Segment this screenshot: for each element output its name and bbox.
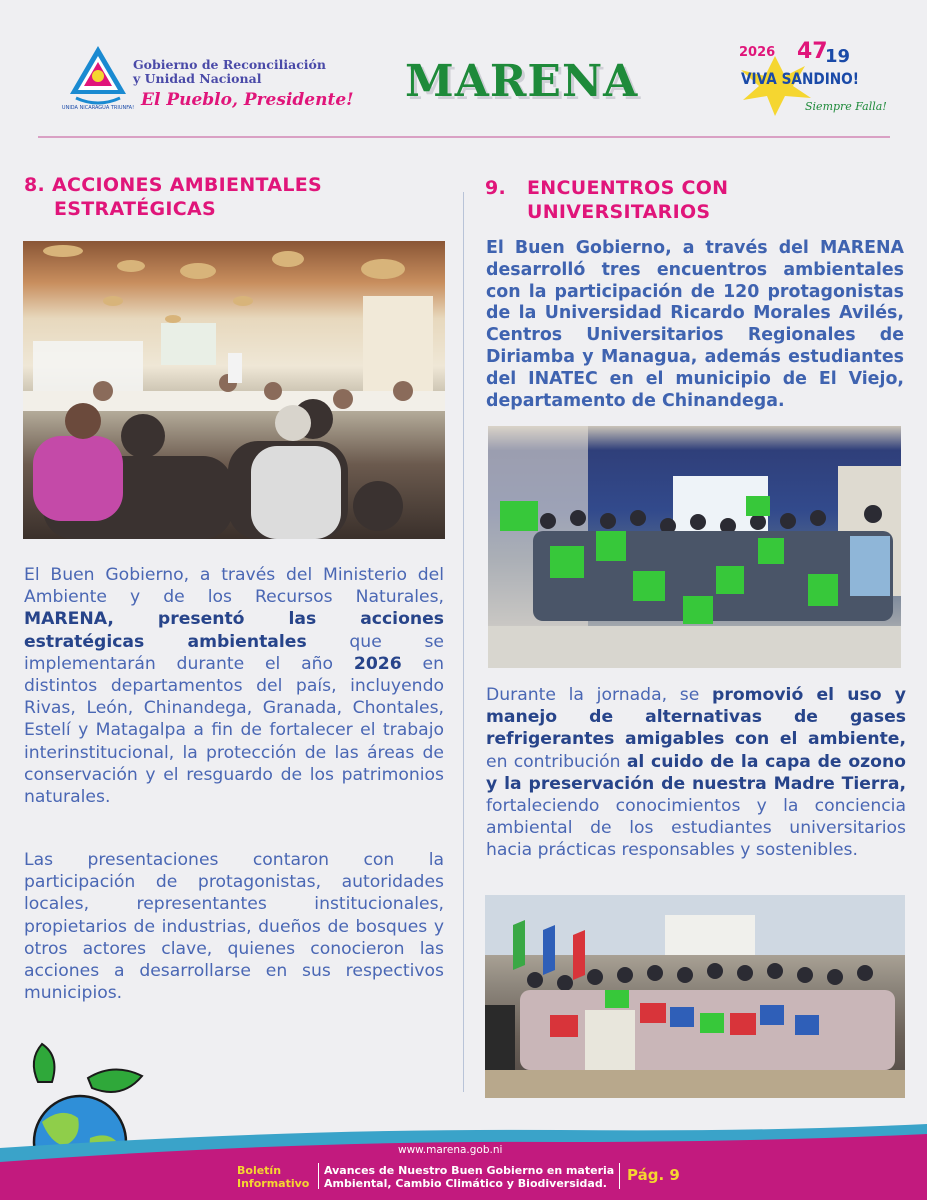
section-8-title-line2: ESTRATÉGICAS (54, 198, 217, 220)
section-9-title-line2: UNIVERSITARIOS (527, 201, 711, 223)
section-9-number: 9. (485, 177, 507, 199)
section-8-title-line1: ACCIONES AMBIENTALES (52, 174, 322, 196)
page-number: Pág. 9 (627, 1166, 680, 1184)
header-divider (38, 136, 890, 138)
meeting-photo-illustration (23, 241, 445, 539)
svg-text:VIVA SANDINO!: VIVA SANDINO! (741, 69, 859, 88)
section-8-p1-bold-1: MARENA, presentó las acciones estratégicas ambientales (24, 609, 444, 652)
section-9-intro-paragraph: El Buen Gobierno, a través del MARENA desarrolló tres encuentros ambientales con la participación de 120 protagonistas de la Universidad Ricardo Morales Avilés, Centros Universitarios Regionales de Diriamba y Managua, además estudiantes del INATEC en el municipio de El Viejo, departamento de Chinandega. (486, 238, 904, 411)
footer-label-line2: Informativo (237, 1177, 310, 1190)
viva-sandino-logo-icon (735, 36, 887, 120)
svg-text:UNIDA NICARAGUA TRIUNFA!: UNIDA NICARAGUA TRIUNFA! (61, 105, 135, 111)
svg-text:Siempre Falla!: Siempre Falla! (805, 100, 887, 113)
section-8-paragraph-1 (24, 564, 444, 808)
government-logo-icon (61, 42, 135, 112)
section-8-p1-text-1: El Buen Gobierno, a través del Ministerio del Ambiente y de los Recursos Naturales, (24, 565, 444, 608)
svg-text:19: 19 (825, 46, 851, 67)
section-8-p1-text-2: que se implementarán durante el año (24, 631, 445, 674)
government-name-line2: y Unidad Nacional (133, 71, 262, 86)
section-9-heading (485, 176, 885, 224)
section-9-title-line1: ENCUENTROS CON (527, 177, 729, 199)
section-9-paragraph-2 (486, 684, 906, 862)
section-8-p1-text-3: en distintos departamentos del país, incluyendo Rivas, León, Chinandega, Granada, Chontales, Estelí y Matagalpa a fin de fortalecer el trabajo interinstitucional, la protección de las áreas de conservación y el resguardo de los patrimonios naturales. (24, 653, 444, 808)
footer-desc-line1: Avances de Nuestro Buen Gobierno en materia (324, 1164, 615, 1177)
meeting-room-photo (23, 241, 445, 539)
section-8-heading (24, 173, 424, 221)
government-title-block (133, 57, 354, 110)
page-title: MARENA (405, 56, 639, 107)
section-9-p2-text-3: fortaleciendo conocimientos y la conciencia ambiental de los estudiantes universitarios hacia prácticas responsables y sostenibles. (486, 796, 906, 861)
section-9-p2-text-1: Durante la jornada, se (486, 685, 713, 705)
students-photo-2-illustration (485, 895, 905, 1098)
section-8-number: 8. (24, 174, 46, 196)
government-name-line1: Gobierno de Reconciliación (133, 57, 326, 72)
section-8-paragraph-2: Las presentaciones contaron con la participación de protagonistas, autoridades locales, representantes institucionales, propietarios de industrias, dueños de bosques y otros actores clave, quienes conocieron las acciones a desarrollarse en sus respectivos municipios. (24, 850, 444, 1004)
students-photo-1-illustration (488, 426, 901, 668)
footer-website-url[interactable]: www.marena.gob.ni (398, 1144, 503, 1156)
footer-description (324, 1164, 614, 1190)
svg-text:2026: 2026 (739, 45, 776, 60)
section-8-p1-bold-2: 2026 (353, 653, 402, 674)
footer-separator (318, 1163, 319, 1189)
section-9-p2-text-2: en contribución (486, 751, 627, 772)
government-slogan: El Pueblo, Presidente! (141, 90, 354, 110)
students-group-photo-1 (488, 426, 901, 668)
column-divider (463, 192, 464, 1092)
footer-bulletin-label (237, 1164, 309, 1190)
footer-label-line1: Boletín (237, 1164, 282, 1177)
svg-text:47: 47 (797, 39, 828, 64)
students-group-photo-2 (485, 895, 905, 1098)
footer-desc-line2: Ambiental, Cambio Climático y Biodiversidad. (324, 1177, 607, 1190)
footer-separator (619, 1163, 620, 1189)
section-9-p2-bold-1: promovió el uso y manejo de alternativas de gases refrigerantes amigables con el ambiente, (486, 685, 907, 750)
section-9-p2-bold-2: al cuido de la capa de ozono y la preservación de nuestra Madre Tierra, (486, 751, 906, 794)
